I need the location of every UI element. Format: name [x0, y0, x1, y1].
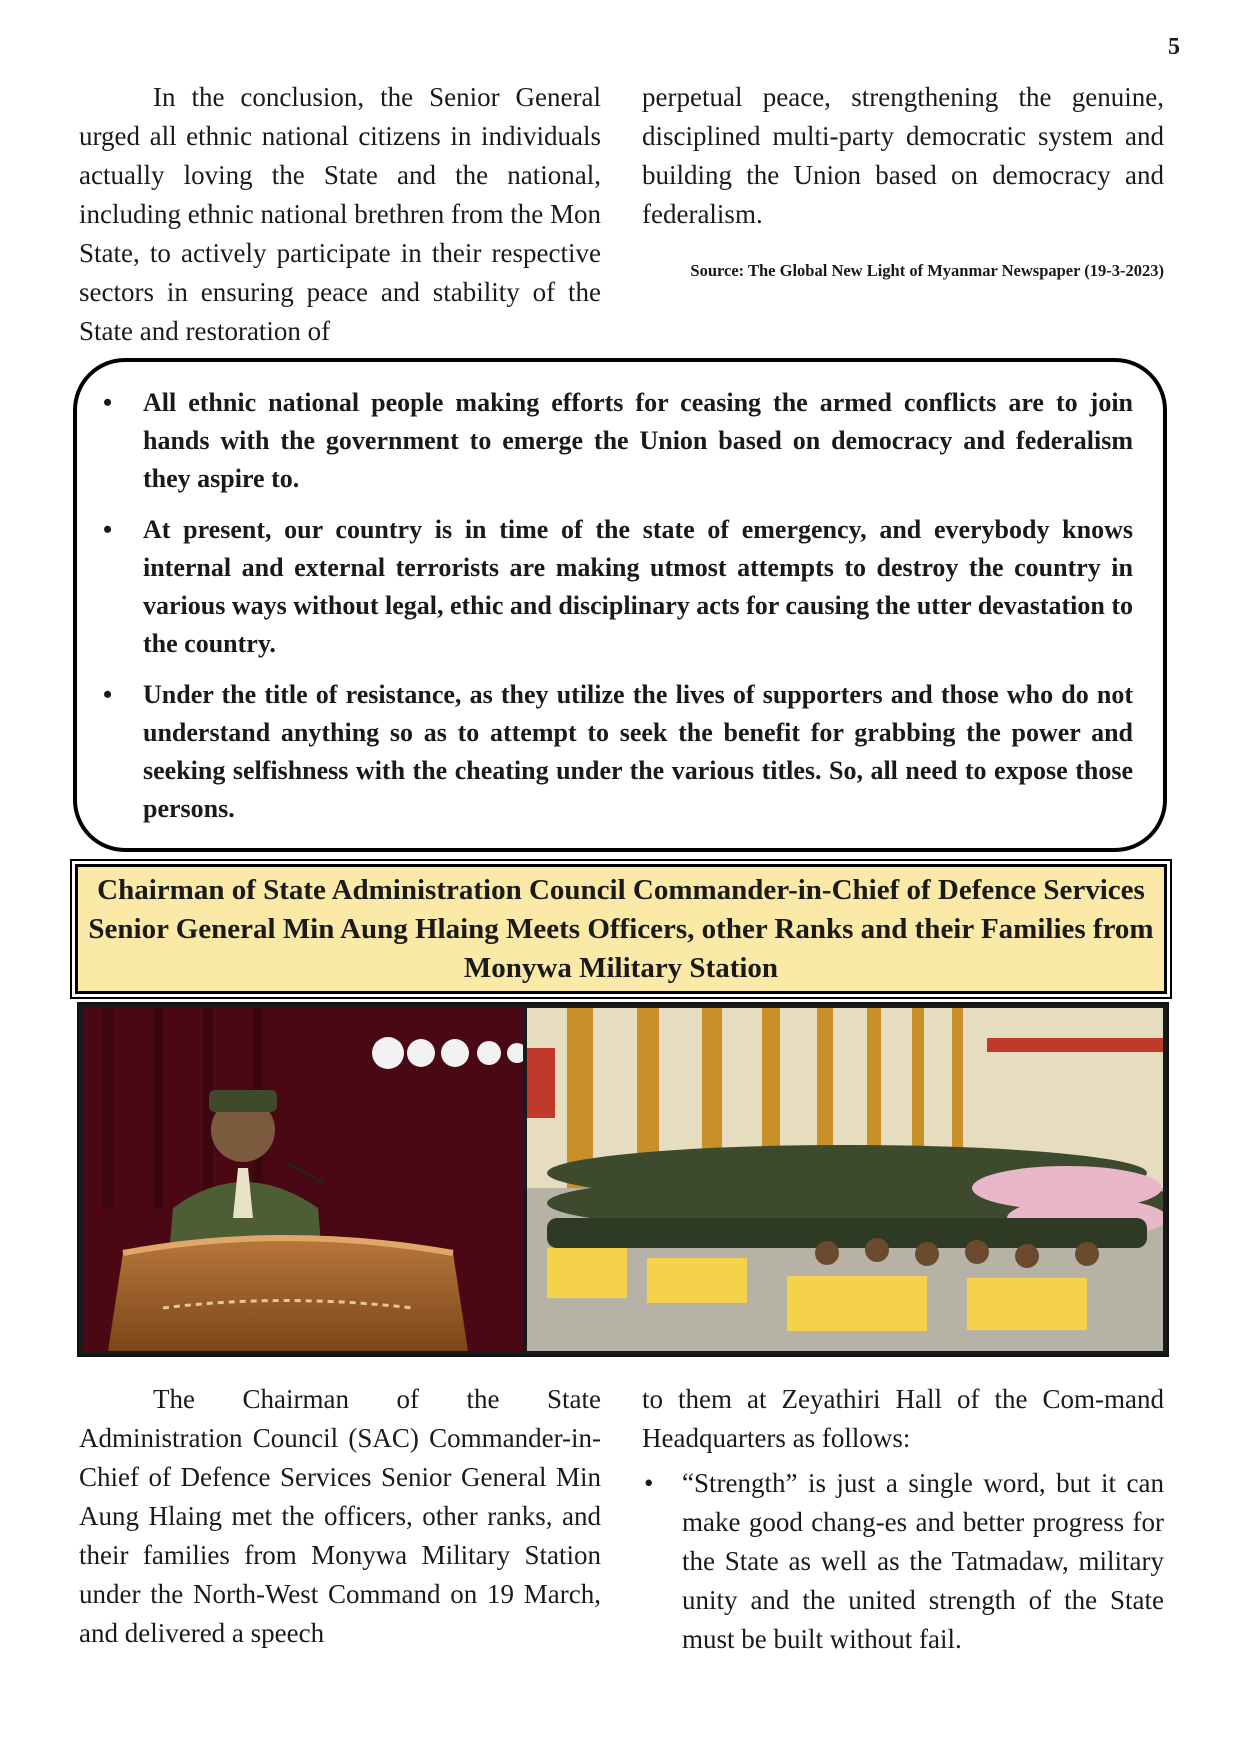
- paragraph: perpetual peace, strengthening the genuine, disciplined multi-party democratic system and building the Union based on democracy and federalism.: [642, 82, 1164, 229]
- article-body-left: [79, 1380, 601, 1653]
- speech-point-item: • “Strength” is just a single word, but it can make good chang-es and better progress for the State as well as the Tatmadaw, military unity and the united strength of the State must be built without fail.: [682, 1464, 1164, 1659]
- bullet-icon: •: [644, 1468, 654, 1498]
- article-headline: Chairman of State Administration Council Commander-in-Chief of Defence Services Senior General Min Aung Hlaing Meets Officers, other Ranks and their Families from Monywa Military Station: [88, 873, 1154, 984]
- article-continuation-left: [79, 78, 601, 351]
- paragraph: In the conclusion, the Senior General urged all ethnic national citizens in individuals actually loving the State and the national, including ethnic national brethren from the Mon State, to actively participate in their respective sectors in ensuring peace and stability of the State and restoration of: [79, 82, 601, 346]
- bullet-icon: •: [103, 388, 113, 417]
- bullet-icon: •: [103, 515, 113, 544]
- article-body-right: [642, 1380, 1164, 1659]
- key-point-item: • All ethnic national people making efforts for ceasing the armed conflicts are to join hands with the government to emerge the Union based on democracy and federalism they aspire to.: [143, 384, 1133, 498]
- speaker-illustration: [83, 1008, 523, 1351]
- key-points-box: [73, 358, 1167, 852]
- key-point-item: • Under the title of resistance, as they utilize the lives of supporters and those who do not understand anything so as to attempt to seek the benefit for grabbing the power and seeking selfishness with the cheating under the various titles. So, all need to expose those persons.: [143, 676, 1133, 828]
- photo-strip: [77, 1002, 1169, 1357]
- bullet-icon: •: [103, 680, 113, 709]
- speaker-at-podium-photo: [83, 1008, 523, 1351]
- key-point-item: • At present, our country is in time of the state of emergency, and everybody knows internal and external terrorists are making utmost attempts to destroy the country in various ways without legal, ethic and disciplinary acts for causing the utter devastation to the country.: [143, 511, 1133, 663]
- paragraph: The Chairman of the State Administration Council (SAC) Commander-in-Chief of Defence Services Senior General Min Aung Hlaing met the officers, other ranks, and their families from Monywa Military Station under the North-West Command on 19 March, and delivered a speech: [79, 1384, 601, 1648]
- speech-points-list: [642, 1464, 1164, 1659]
- audience-in-hall-photo: [527, 1008, 1163, 1351]
- page-number: 5: [1168, 34, 1180, 60]
- source-citation: Source: The Global New Light of Myanmar Newspaper (19-3-2023): [690, 261, 1164, 280]
- paragraph: to them at Zeyathiri Hall of the Com-mand Headquarters as follows:: [642, 1384, 1164, 1453]
- audience-illustration: [527, 1008, 1163, 1351]
- key-points-list: [77, 362, 1163, 828]
- article-continuation-right: [642, 78, 1164, 282]
- article-headline-box: [75, 864, 1167, 994]
